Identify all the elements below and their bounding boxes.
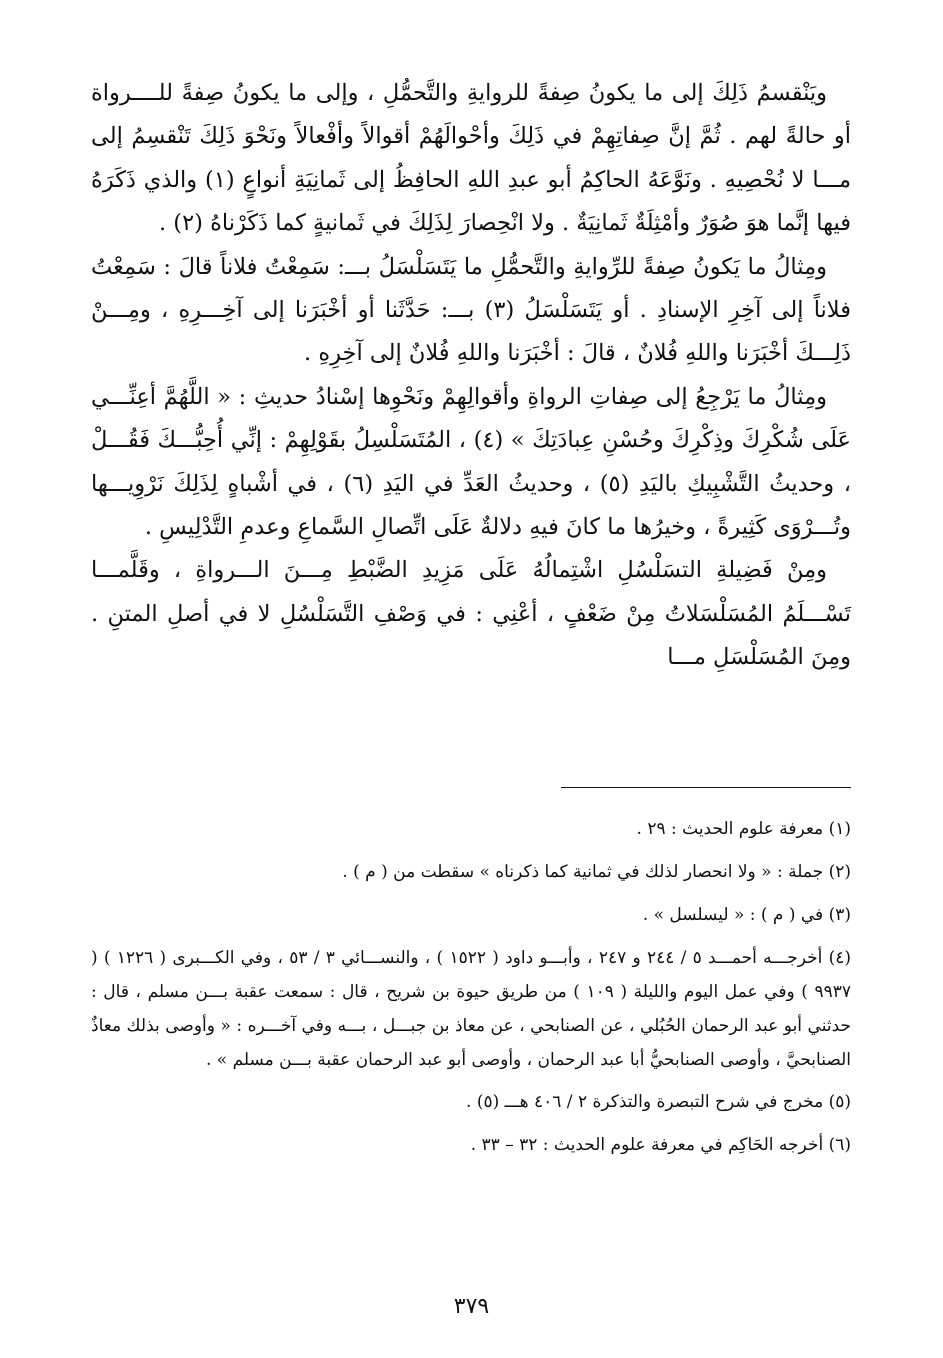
paragraph-4: ومِنْ فَضِيلةِ التسَلْسُلِ اشْتِمالُهُ عَلَى مَزِيدِ الضَّبْطِ مِـــنَ الـــرواةِ ، وقَلَّمـــا تَسْـــلَمُ المُسَلْسَلاتُ مِنْ ضَعْفٍ ، أعْنِي : في وَصْفِ التَّسَلْسُلِ لا في أصلِ المتنِ . ومِنَ المُسَلْسَلِ مـــا [91, 557, 851, 671]
footnote-5: (٥) مخرج في شرح التبصرة والتذكرة ٢ / ٤٠٦ هـــ (٥) . [466, 1092, 851, 1112]
footnotes [91, 812, 851, 1171]
page-number: ٣٧٩ [453, 1294, 490, 1319]
footnote-1: (١) معرفة علوم الحديث : ٢٩ . [636, 819, 851, 839]
paragraph-2: ومِثالُ ما يَكونُ صِفةً للرِّوايةِ والتَّحمُّلِ ما يَتَسَلْسَلُ بـــ: سَمِعْتُ فلاناً قالَ : سَمِعْتُ فلاناً إلى آخِرِ الإسنادِ . أو يَتَسَلْسَلُ (٣) بـــ: حَدَّثَنا أو أخْبَرَنا إلى آخِـــرِهِ ، ومِـــنْ ذَلِـــكَ أخْبَرَنا واللهِ فُلانٌ ، قالَ : أخْبَرَنا واللهِ فُلانٌ إلى آخِرِهِ . [91, 253, 851, 367]
paragraph-3: ومِثالُ ما يَرْجِعُ إلى صِفاتِ الرواةِ وأقوالِهِمْ ونَحْوِها إسْنادُ حديثِ : « اللَّهُمَّ أعِنِّـــي عَلَى شُكْرِكَ وذِكْرِكَ وحُسْنِ عِبادَتِكَ » (٤) ، المُتَسَلْسِلُ بقَوْلِهِمْ : إنِّي أُحِبُّـــكَ فَقُـــلْ ، وحديثُ التَّشْبِيكِ باليَدِ (٥) ، وحديثُ العَدِّ في اليَدِ (٦) ، في أشْباهٍ لِذَلِكَ نَرْوِيـــها وتُـــرْوَى كَثِيرةً ، وخيرُها ما كانَ فيهِ دلالةٌ عَلَى اتِّصالِ السَّماعِ وعدمِ التَّدْلِيسِ . [91, 383, 851, 541]
footnote-3: (٣) في ( م ) : « ليسلسل » . [642, 905, 851, 925]
footnote-4: (٤) أخرجـــه أحمـــد ٥ / ٢٤٤ و ٢٤٧ ، وأبـــو داود ( ١٥٢٢ ) ، والنســـائي ٣ / ٥٣ ، وفي الكـــبرى ( ١٢٢٦ ) ( ٩٩٣٧ ) وفي عمل اليوم والليلة ( ١٠٩ ) من طريق حيوة بن شريح ، قال : سمعت عقبة بـــن مسلم ، قال : حدثني أبو عبد الرحمان الحُبُلي ، عن الصنابحي ، عن معاذ بن جبـــل ، بـــه وفي آخـــره : « وأوصى بذلك معاذٌ الصنابحيَّ ، وأوصى الصنابحيُّ أبا عبد الرحمان ، وأوصى أبو عبد الرحمان عقبة بـــن مسلم » . [91, 948, 851, 1070]
footnote-2: (٢) جملة : « ولا انحصار لذلك في ثمانية كما ذكرناه » سقطت من ( م ) . [342, 862, 851, 882]
paragraph-1: ويَنْقسمُ ذَلِكَ إلى ما يكونُ صِفةً للروايةِ والتَّحمُّلِ ، وإلى ما يكونُ صِفةً للــــرواة أو حالةً لهم . ثُمَّ إنَّ صِفاتِهِمْ في ذَلِكَ وأحْوالَهُمْ أقوالاً وأفْعالاً ونَحْوَ ذَلِكَ تَنْقسِمُ إلى مـــا لا نُحْصِيهِ . ونَوَّعَهُ الحاكِمُ أبو عبدِ اللهِ الحافِظُ إلى ثَمانِيَةِ أنواعٍ (١) والذي ذَكَرَهُ فيها إنَّما هوَ صُوَرٌ وأمْثِلَةٌ ثَمانِيَةٌ . ولا انْحِصارَ لِذَلِكَ في ثَمانيةٍ كما ذَكَرْناهُ (٢) . [91, 80, 851, 237]
footnote-6: (٦) أخرجه الحَاكِم في معرفة علوم الحديث : ٣٢ – ٣٣ . [470, 1135, 851, 1155]
footnote-divider [561, 787, 851, 788]
main-text [91, 72, 851, 680]
